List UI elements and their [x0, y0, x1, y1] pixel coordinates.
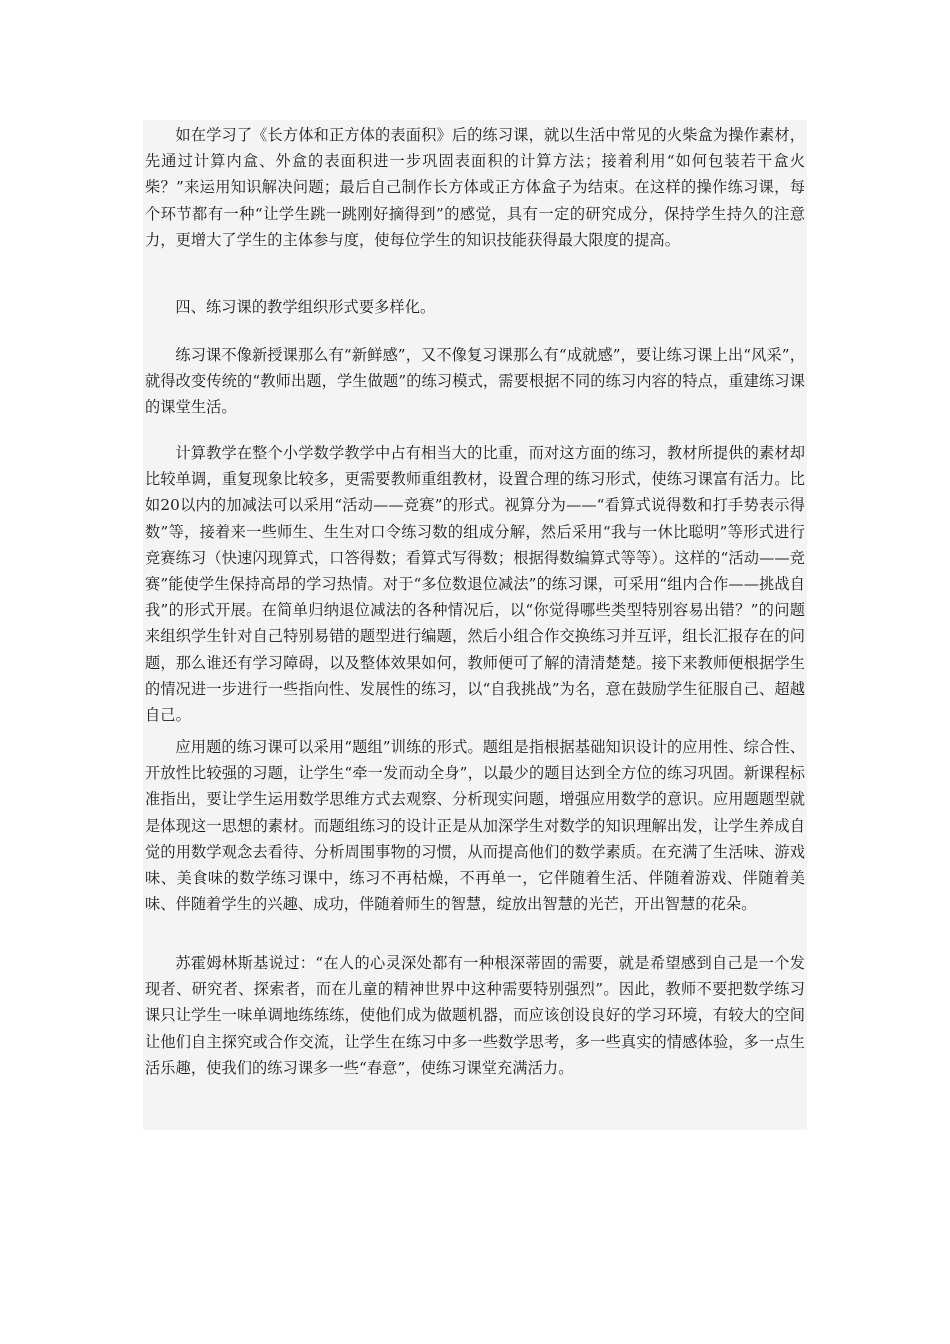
- document-text-panel: [143, 120, 807, 1130]
- paragraph-practice-class-style: 练习课不像新授课那么有“新鲜感”，又不像复习课那么有“成就感”，要让练习课上出“风采”，就得改变传统的“教师出题，学生做题”的练习模式，需要根据不同的练习内容的特点，重建练习课的课堂生活。: [145, 346, 805, 417]
- paragraph-sukhomlinsky-quote: 苏霍姆林斯基说过：“在人的心灵深处都有一种根深蒂固的需要，就是希望感到自己是一个发现者、研究者、探索者，而在儿童的精神世界中这种需要特别强烈”。因此，教师不要把数学练习课只让学生一味单调地练练练，使他们成为做题机器，而应该创设良好的学习环境，有较大的空间让他们自主探究或合作交流，让学生在练习中多一些数学思考，多一些真实的情感体验，多一点生活乐趣，使我们的练习课多一些“春意”，使练习课堂充满活力。: [145, 954, 805, 1077]
- paragraph-matchbox-practice: 如在学习了《长方体和正方体的表面积》后的练习课，就以生活中常见的火柴盒为操作素材，先通过计算内盒、外盒的表面积进一步巩固表面积的计算方法；接着利用“如何包装若干盒火柴？”来运用知识解决问题；最后自己制作长方体或正方体盒子为结束。在这样的操作练习课，每个环节都有一种“让学生跳一跳刚好摘得到”的感觉，具有一定的研究成分，保持学生持久的注意力，更增大了学生的主体参与度，使每位学生的知识技能获得最大限度的提高。: [145, 126, 805, 249]
- paragraph-word-problem-groups: 应用题的练习课可以采用“题组”训练的形式。题组是指根据基础知识设计的应用性、综合性、开放性比较强的习题，让学生“牵一发而动全身”，以最少的题目达到全方位的练习巩固。新课程标准指出，要让学生运用数学思维方式去观察、分析现实问题，增强应用数学的意识。应用题题型就是体现这一思想的素材。而题组练习的设计正是从加深学生对数学的知识理解出发，让学生养成自觉的用数学观念去看待、分析周围事物的习惯，从而提高他们的数学素质。在充满了生活味、游戏味、美食味的数学练习课中，练习不再枯燥，不再单一，它伴随着生活、伴随着游戏、伴随着美味、伴随着学生的兴趣、成功，伴随着师生的智慧，绽放出智慧的光芒，开出智慧的花朵。: [145, 738, 805, 914]
- paragraph-calculation-teaching: 计算教学在整个小学数学教学中占有相当大的比重，而对这方面的练习，教材所提供的素材却比较单调，重复现象比较多，更需要教师重组教材，设置合理的练习形式，使练习课富有活力。比如20以内的加减法可以采用“活动——竞赛”的形式。视算分为——“看算式说得数和打手势表示得数”等，接着来一些师生、生生对口令练习数的组成分解，然后采用“我与一休比聪明”等形式进行竞赛练习（快速闪现算式，口答得数；看算式写得数；根据得数编算式等等）。这样的“活动——竞赛”能使学生保持高昂的学习热情。对于“多位数退位减法”的练习课，可采用“组内合作——挑战自我”的形式开展。在简单归纳退位减法的各种情况后，以“你觉得哪些类型特别容易出错？”的问题来组织学生针对自己特别易错的题型进行编题，然后小组合作交换练习并互评，组长汇报存在的问题，那么谁还有学习障碍，以及整体效果如何，教师便可了解的清清楚楚。接下来教师便根据学生的情况进一步进行一些指向性、发展性的练习，以“自我挑战”为名，意在鼓励学生征服自己、超越自己。: [145, 444, 805, 725]
- section-heading-organization-forms: 四、练习课的教学组织形式要多样化。: [175, 298, 436, 316]
